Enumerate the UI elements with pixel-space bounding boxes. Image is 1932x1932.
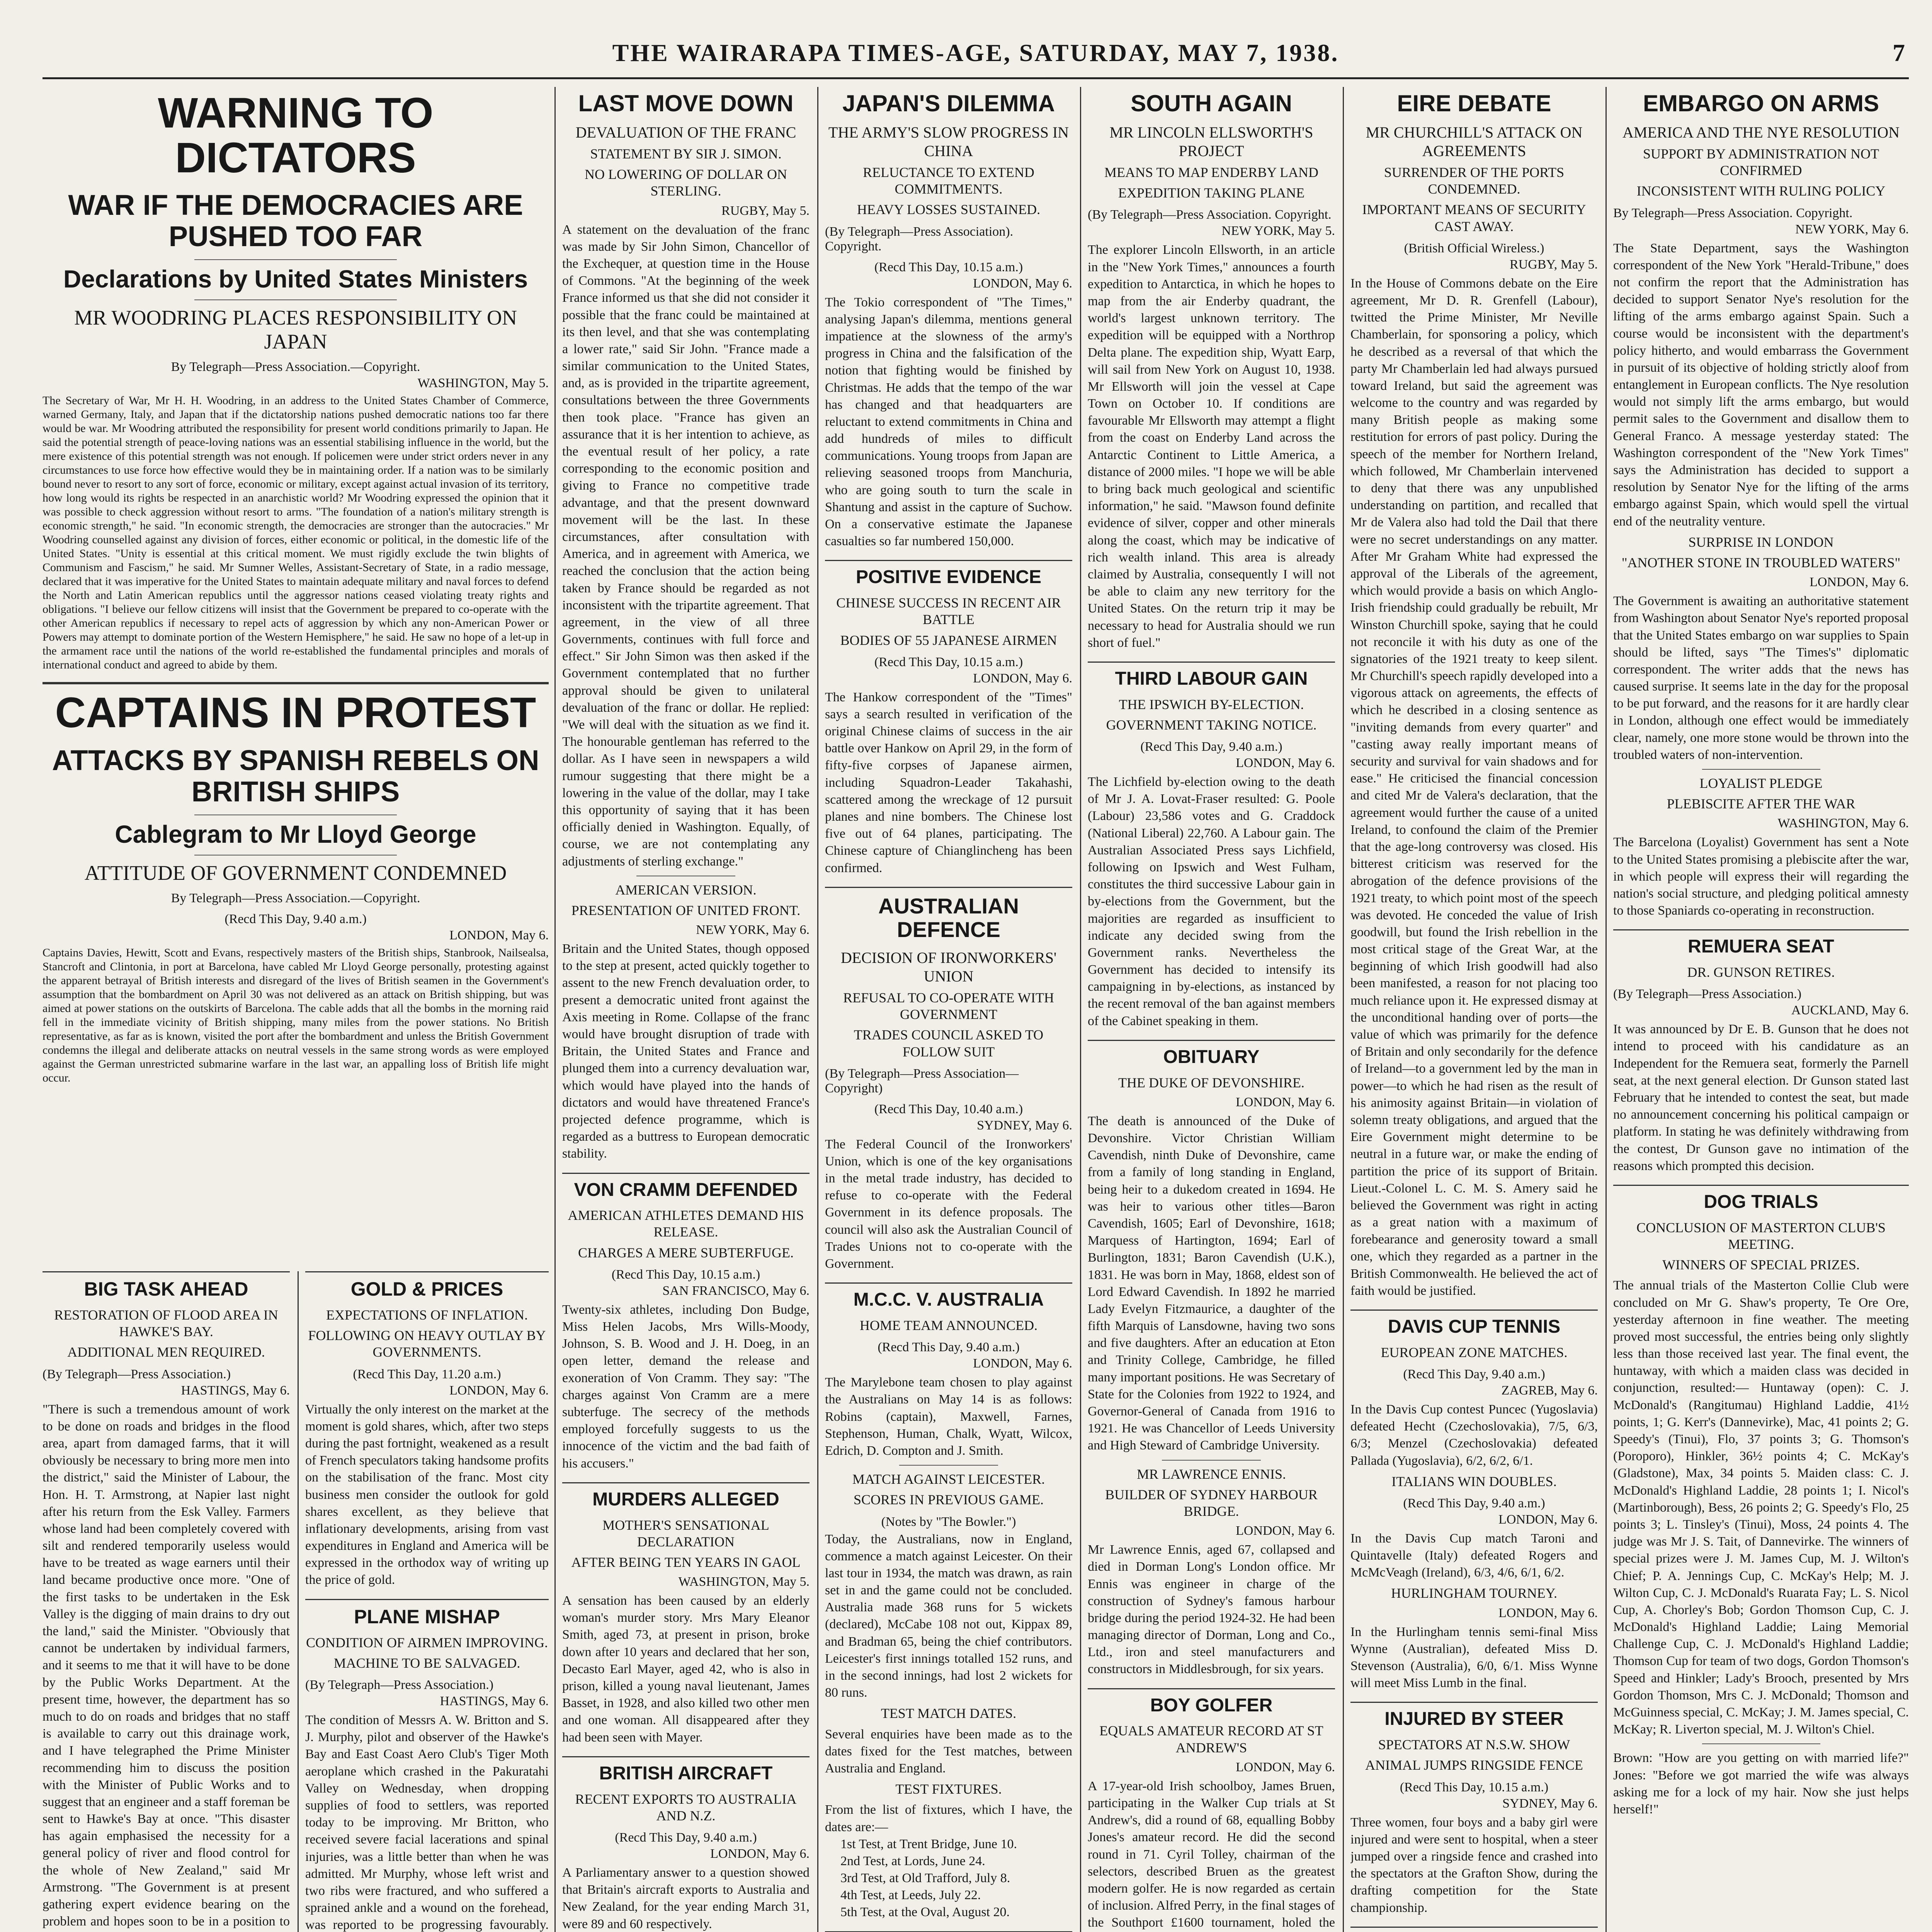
dateline: LONDON, May 6. [973,671,1072,685]
subhead: TRADES COUNCIL ASKED TO FOLLOW SUIT [854,1027,1044,1060]
byline: (By Telegraph—Press Association.) [43,1367,231,1381]
subhead: HOME TEAM ANNOUNCED. [859,1318,1038,1333]
column-5 [1088,87,1335,1932]
divider [1702,769,1820,770]
headline: MURDERS ALLEGED [592,1489,779,1510]
column-rule [817,87,818,1932]
byline: (By Telegraph—Press Association—Copyright) [825,1066,1019,1095]
received-note: (Recd This Day, 9.40 a.m.) [878,1340,1020,1355]
headline: EMBARGO ON ARMS [1643,90,1879,116]
subhead: MR LAWRENCE ENNIS. [1136,1466,1286,1482]
column-rule [554,87,556,1932]
dateline: LONDON, May 6. [1498,1605,1598,1620]
divider [194,299,397,300]
subhead: SCORES IN PREVIOUS GAME. [853,1492,1044,1508]
subhead: MOTHER'S SENSATIONAL DECLARATION [602,1517,769,1549]
subhead: SURPRISE IN LONDON [1688,534,1834,550]
divider [194,259,397,260]
subhead: BUILDER OF SYDNEY HARBOUR BRIDGE. [1105,1486,1318,1519]
article-body: Mr Lawrence Ennis, aged 67, collapsed and died in Dorman Long's London office. Mr Ennis was engineer in charge of the construction of Sydney's famous harbour bridge during the period 1924-32. He had been managing director of Dorman, Long and Co., Ltd., iron and steel manufacturers and constructors in Middlesbrough, for six years. [1088,1543,1335,1677]
headline: LAST MOVE DOWN [578,90,794,116]
dateline: LONDON, May 6. [1236,1760,1335,1774]
divider [1613,1185,1909,1186]
divider [305,1271,549,1272]
list-item: 5th Test, at the Oval, August 20. [840,1905,1010,1920]
article-body: A statement on the devaluation of the franc was made by Sir John Simon, Chancellor of the Exchequer, at question time in the House of Commons. "At the beginning of the week France informed us that she did not consider it possible that the franc could be maintained at its then level, and that she was contemplating a lower rate," said Sir John. "France made a similar communication to the United States, and, as is provided in the tripartite agreement, consultations between the three Governments then took place. "France has given an assurance that it is her intention to achieve, as the eventual result of her policy, a rate corresponding to the economic position and giving to France no competitive trade advantage, and that the present downward movement will be the last. In these circumstances, after consultation with America, and in agreement with America, we reached the conclusion that the action being taken by France should be regarded as not inconsistent with the tripartite agreement. That agreement, in the view of all three Governments, continues with full force and effect." Sir John Simon was then asked if the Government contemplated that no further approval should be given to unilateral devaluation of the franc or dollar. He replied: "We will deal with the situation as we find it. The honourable gentleman has referred to the dollar. As I have seen in newspapers a wild rumour suggesting that there might be a lowering in the value of the dollar, may I take this opportunity of saying that it has been officially denied in Washington. Equally, of course, we are not contemplating any adjustments of sterling exchange." [562,222,810,869]
received-note: (Recd This Day, 9.40 a.m.) [224,912,367,927]
article-body: A Parliamentary answer to a question showed that Britain's aircraft exports to Australia and New Zealand, for the year ending March 31, were 89 and 60 respectively. [562,1865,810,1931]
byline: (By Telegraph—Press Association.) [1613,987,1802,1002]
headline: VON CRAMM DEFENDED [574,1179,798,1200]
dateline: NEW YORK, May 6. [696,923,810,937]
headline: EIRE DEBATE [1397,90,1551,116]
article-body: Britain and the United States, though opposed to the step at present, acted quickly together to assent to the new French devaluation order, to present a democratic united front against the Axis meeting in Rome. Collapse of the franc would have brought disruption of trade with Britain, the United States and France and plunged them into a currency devaluation war, which would have played into the hands of dictators and would have threatened France's projected defence programme, which is regarded as a buttress to European democratic stability. [562,942,810,1161]
column-7 [1613,87,1909,1932]
subhead: THE IPSWICH BY-ELECTION. [1119,696,1304,712]
subhead: Cablegram to Mr Lloyd George [115,820,476,848]
subhead: MR WOODRING PLACES RESPONSIBILITY ON JAPAN [74,306,517,354]
subhead: ANIMAL JUMPS RINGSIDE FENCE [1365,1757,1583,1773]
subhead: THE DUKE OF DEVONSHIRE. [1118,1075,1304,1090]
subhead: PLEBISCITE AFTER THE WAR [1667,796,1855,812]
headline: GOLD & PRICES [350,1278,503,1300]
byline: (British Official Wireless.) [1404,241,1544,255]
masthead-rule [43,77,1909,79]
dateline: WASHINGTON, May 5. [417,376,549,391]
article-body: In the Davis Cup contest Puncec (Yugoslavia) defeated Hecht (Czechoslovakia), 7/5, 6/3, 6/3; Menzel (Czechoslovakia) defeated Pallada (Yugoslavia), 6/2, 6/2, 6/1. [1350,1402,1598,1468]
article-body: The Secretary of War, Mr H. H. Woodring, in an address to the United States Chamber of Commerce, warned Germany, Italy, and Japan that if the dictatorship nations pushed democratic nations too far there would be war. Mr Woodring attributed the responsibility for present world conditions primarily to Japan. He said the potential strength of peace-loving nations was an essential stabilising influence in the world, but the mere existence of this potential strength was not enough. If policemen were under strict orders never in any circumstances to use force how effective would they be in maintaining order. If a nation was to be similarly bound never to resort to any sort of force, economic or military, except against actual invasion of its territory, how long would its rights be respected in an anarchistic world? Mr Woodring expressed the opinion that it was possible to check aggression without resort to arms. "The foundation of a nation's military strength is economic strength," he said. "In economic strength, the democracies are stronger than the autocracies." Mr Woodring counselled against any division of forces, either economic or political, in the domestic life of the United States. "Unity is essential at this critical moment. We must rigidly exclude the twin blights of Communism and Fascism," he said. Mr Sumner Welles, Assistant-Secretary of State, in a radio message, declared that it was imperative for the United States to maintain adequate military and naval forces to defend the North and Latin American republics until the aggressor nations ceased violating treaty rights and obligations. "I believe our fellow citizens will insist that the Government be prepared to co-operate with the other American republics if necessary to repel acts of aggression by which any non-American Power or Powers may attempt to dominate portion of the Western Hemisphere," he said. He saw no hope of a let-up in the armament race until the nations of the world re-established the fundamental principles and morals of international conduct and agreed to abide by them. [43,394,549,672]
article-warning [43,91,549,672]
dateline: SYDNEY, May 6. [1502,1796,1598,1811]
article-body: The explorer Lincoln Ellsworth, in an article in the "New York Times," announces a fourth expedition to Antarctica, in which he hopes to map from the air Enderby quadrant, the world's largest unknown territory. The expedition will be equipped with a Northrop Delta plane. The expedition ship, Wyatt Earp, will sail from New York on August 10, 1938. Mr Ellsworth will join the vessel at Cape Town on October 10. If conditions are favourable Mr Ellsworth may attempt a flight from the coast on Enderby Land across the Antarctic Continent to Little America, a distance of 2000 miles. "I hope we will be able to bring back much geological and scientific information," he said. "Mawson found definite evidence of silver, copper and other minerals along the coast, which may be indicative of rich wealth inland. This area is already claimed by Australia, consequently I will not be able to claim any new territory for the United States. On the return trip it may be necessary to head for Australia should we run short of fuel." [1088,243,1335,650]
article-body: "There is such a tremendous amount of work to be done on roads and bridges in the flood area, apart from damaged farms, that it will obviously be necessary to bring more men into the district," said the Minister of Labour, the Hon. H. T. Armstrong, at Napier last night after his return from the Esk Valley. Farmers whose land had been completely covered with silt and rendered temporarily useless would have to be treated as wage earners until their land became productive once more. "One of the first tasks to be undertaken in the Esk Valley is the digging of main drains to dry out the land," said the Minister. "Obviously that cannot be undertaken by individual farmers, and it seems to me that it will have to be done by the Public Works Department. At the present time, however, the department has so much to do on roads and bridges that no staff is available to carry out this drainage work, and I have telegraphed the Prime Minister recommending him to discuss the position with the Minister of Public Works and to suggest that an engineer and a staff foreman be sent to Hawke's Bay at once. "This disaster has again emphasised the necessity for a general policy of river and flood control for the whole of New Zealand," said Mr Armstrong. "The Government is at present gathering expert evidence bearing on the problem and hopes soon to be in a position to [43,1402,290,1929]
subhead: FOLLOWING ON HEAVY OUTLAY BY GOVERNMENTS. [308,1328,546,1360]
subhead: TEST MATCH DATES. [881,1706,1017,1721]
received-note: (Recd This Day, 9.40 a.m.) [1140,740,1282,754]
article-body: Twenty-six athletes, including Don Budge, Miss Helen Jacobs, Mrs Wills-Moody, Johnson, S. B. Wood and J. H. Doeg, in an open letter, demand the release and exoneration of Von Cramm. They say: "The charges against Von Cramm are a mere subterfuge. The secrecy of the methods employed forcefully suggests to us the innocence of the victim and the bad faith of his accusers." [562,1302,810,1471]
divider [562,1173,810,1174]
divider [562,1482,810,1483]
article-body: A 17-year-old Irish schoolboy, James Bruen, participating in the Walker Cup trials at St Andrew's, did a round of 68, equalling Bobby Jones's amateur record. He did the second round in 71. Cyril Tolley, chairman of the selectors, described Bruen as the greatest modern golfer. He is now regarded as certain of inclusion. Alfred Perry, in the final stages of the Southport £1600 tournament, holed the [1088,1779,1335,1930]
received-note: (Recd This Day, 10.15 a.m.) [874,655,1023,669]
list-item: 3rd Test, at Old Trafford, July 8. [840,1871,1010,1886]
headline: THIRD LABOUR GAIN [1115,668,1308,689]
dateline: LONDON, May 6. [1236,1095,1335,1109]
divider [1350,1927,1598,1928]
dateline: WASHINGTON, May 5. [678,1575,810,1589]
masthead-title: THE WAIRARAPA TIMES-AGE, SATURDAY, MAY 7, 1938. [612,39,1339,66]
article-captains [43,690,549,1085]
article-body: Captains Davies, Hewitt, Scott and Evans, respectively masters of the British ships, Stanbrook, Nailsealsa, Stancroft and Clintonia, in port at Barcelona, have cabled Mr Lloyd George personally, protesting against the apparent betrayal of British interests and disregard of the lives of British seamen in the Government's assumption that the bombardment on April 30 was not delivered as an attack on British shipping, but was aimed at power stations on the outskirts of Barcelona. The cable adds that all the bombs in the morning raid fell in the immediate vicinity of British shipping, many miles from the power stations. No British representative, as far as is known, visited the port after the bombardment and unless the British Government condemns the illegal and deliberate attacks on neutral vessels in the same strong words as were employed against the German unrestricted submarine warfare in the last war, an appalling loss of British life might occur. [43,946,549,1085]
subhead: "ANOTHER STONE IN TROUBLED WATERS" [1621,554,1901,570]
dateline: HASTINGS, May 6. [440,1694,549,1708]
column-rule [298,1271,299,1932]
dateline: LONDON, May 6. [1236,756,1335,770]
dateline: LONDON, May 6. [710,1846,810,1861]
dateline: LONDON, May 6. [1810,575,1909,590]
divider [305,1599,549,1600]
filler-joke: Brown: "How are you getting on with married life?" Jones: "Before we got married the wife was always asking me for a lock of my hair. Now she just helps herself!" [1613,1751,1909,1816]
dateline: LONDON, May 6. [1236,1524,1335,1538]
article-body: The Government is awaiting an authoritative statement from Washington about Senator Nye's reported proposal that the United States embargo on war supplies to Spain should be lifted, says "The Times's" diplomatic correspondent. The writer adds that the news has caused surprise. It seems late in the day for the proposal to be put forward, and the reasons for it are hardly clear in London, although one effect would be immediately clear, namely, one more stone would be thrown into the troubled waters of non-intervention. [1613,594,1909,762]
column-3 [562,87,810,1932]
dateline: ZAGREB, May 6. [1501,1383,1598,1398]
subhead: BODIES OF 55 JAPANESE AIRMEN [840,632,1057,648]
subhead: AMERICA AND THE NYE RESOLUTION [1622,124,1900,141]
subhead: ITALIANS WIN DOUBLES. [1391,1473,1557,1489]
headline: PLANE MISHAP [354,1605,500,1628]
subhead: SURRENDER OF THE PORTS CONDEMNED. [1384,165,1565,197]
subhead: AFTER BEING TEN YEARS IN GAOL [571,1554,801,1570]
subhead: MR LINCOLN ELLSWORTH'S PROJECT [1109,124,1313,160]
subhead: TEST FIXTURES. [895,1781,1002,1797]
subhead: GOVERNMENT TAKING NOTICE. [1106,717,1317,733]
headline: INJURED BY STEER [1384,1709,1564,1730]
received-note: (Recd This Day, 9.40 a.m.) [1403,1367,1545,1381]
subhead: AMERICAN ATHLETES DEMAND HIS RELEASE. [568,1208,804,1240]
article-body: A sensation has been caused by an elderly woman's murder story. Mrs Mary Eleanor Smith, aged 73, at present in prison, broke down after 10 years and declared that her son, Decasto Earl Mayer, aged 42, who is also in prison, killed a young naval lieutenant, James Basset, in 1928, and also killed two other men and one woman. All disappeared after they had been seen with Mayer. [562,1594,810,1745]
dateline: LONDON, May 6. [449,928,549,943]
subhead: REFUSAL TO CO-OPERATE WITH GOVERNMENT [843,990,1054,1022]
byline: (By Telegraph—Press Association. Copyright. [1088,207,1332,222]
subhead: MATCH AGAINST LEICESTER. [852,1471,1045,1487]
divider [43,682,549,684]
divider [1088,1040,1335,1041]
divider [1702,1743,1820,1744]
dateline: AUCKLAND, May 6. [1791,1003,1909,1018]
headline: JAPAN'S DILEMMA [842,90,1055,116]
headline: BOY GOLFER [1150,1695,1273,1716]
subhead: MR CHURCHILL'S ATTACK ON AGREEMENTS [1366,124,1583,160]
headline: M.C.C. V. AUSTRALIA [853,1289,1044,1310]
divider [43,1271,290,1272]
dateline: HASTINGS, May 6. [181,1383,290,1398]
article-body: The State Department, says the Washington correspondent of the New York "Herald-Tribune," does not confirm the report that the Administration has decided to support Senator Nye's resolution for the lifting of the arms embargo against Spain. Such a course would be inconsistent with the department's policy hitherto, and would embarrass the Government in pursuit of its objective of holding strictly aloof from entanglement in European conflicts. The Nye resolution would not simply lift the arms embargo, but would permit sales to the Government and disallow them to General Franco. A message yesterday stated: The Washington correspondent of the "New York Times" says the Administration has decided to support a resolution by Senator Nye for the lifting of the arms embargo against Spain, which would spell the virtual end of the neutrality venture. [1613,241,1909,529]
fixture-list [825,1836,1072,1921]
received-note: (Recd This Day, 10.15 a.m.) [611,1267,760,1282]
article-body: Today, the Australians, now in England, commence a match against Leicester. On their last tour in 1934, the match was drawn, as rain set in and the game could not be concluded. Australia made 368 runs for 5 wickets (declared), McCabe 108 not out, Kippax 89, and Bradman 65, being the chief contributors. Leicester's first innings totalled 152 runs, and in the second innings, had lost 2 wickets for 80 runs. [825,1532,1072,1700]
subhead: HEAVY LOSSES SUSTAINED. [857,202,1041,218]
subhead: INCONSISTENT WITH RULING POLICY [1636,183,1886,199]
subhead: DECISION OF IRONWORKERS' UNION [840,949,1057,985]
subhead: RELUCTANCE TO EXTEND COMMITMENTS. [863,165,1034,197]
subhead: EUROPEAN ZONE MATCHES. [1381,1344,1568,1360]
byline: (By Telegraph—Press Association.) [305,1678,494,1692]
byline: (By Telegraph—Press Association). Copyright. [825,224,1014,253]
article-body: It was announced by Dr E. B. Gunson that he does not intend to proceed with his candidature as an Independent for the Remuera seat, formerly the Parnell seat, at the next general election. Dr Gunson stated last February that he intended to contest the seat, but made no announcement concerning his political campaign or platform. In stating he was definitely withdrawing from the contest, Dr Gunson gave no intimation of the reasons which prompted this decision. [1613,1022,1909,1173]
subhead: EQUALS AMATEUR RECORD AT ST ANDREW'S [1099,1723,1323,1755]
dateline: NEW YORK, May 6. [1795,222,1909,236]
subhead: THE ARMY'S SLOW PROGRESS IN CHINA [828,124,1069,160]
article-body: The annual trials of the Masterton Collie Club were concluded on Mr G. Shaw's property, Te Ore Ore, yesterday afternoon in fine weather. The meeting proved most successful, the entries being only slightly less than those received last year. The final event, the huntaway, with which a maiden class was decided in conjunction, resulted:— Huntaway (open): C. J. McDonald's (Rangitumau) Highland Laddie, 41½ points, 1; G. Kerr's (Dannevirke), Mac, 41 points 2; G. Speedy's (Tinui), Flo, 37 points 3; G. Thomson's (Poroporo), Hinkler, 36½ points 4; C. McKay's (Gladstone), Max, 34 points 5. Maiden class: C. J. McDonald's Highland Laddie, 28 points 1; I. Nicol's (Martinborough), Bess, 26 points 2; G. Speedy's Flo, 25 points 3; L. Tinsley's (Tinui), Moss, 24 points 4. The judge was Mr J. S. Tait, of Dannevirke. The winners of special prizes were J. M. James Cup, M. J. Wilton's Chief; P. A. Jennings Cup, C. McKay's Help; M. J. Wilton Cup, C. J. McDonald's Ruarata Fay; L. S. Nicol Cup, A. Chorley's Bob; Gordon Thomson Cup, C. J. McDonald's Highland Laddie; Laing Memorial Challenge Cup, C. J. McDonald's Highland Laddie; Thomson Cup for team of two dogs, Gordon Thomson's Speed and Hinkler; Lady's Brooch, presented by Mrs Gordon Thomson, Mrs C. J. McDonald; Thomson and McGuinness special, C. McKay; J. M. James special, C. McKay; R. Liverton special, M. J. Wilton's Chiel. [1613,1278,1909,1737]
article-body: Three women, four boys and a baby girl were injured and were sent to hospital, when a steer jumped over a ringside fence and crashed into the spectators at the Grafton Show, during the drafting competition for the State championship. [1350,1815,1598,1915]
divider [825,1282,1072,1284]
headline: DOG TRIALS [1704,1191,1818,1212]
subhead: CONDITION OF AIRMEN IMPROVING. [306,1634,548,1650]
dateline: RUGBY, May 5. [721,203,810,218]
received-note: (Recd This Day, 10.15 a.m.) [874,260,1023,274]
subhead: DR. GUNSON RETIRES. [1687,964,1835,980]
dateline: WASHINGTON, May 6. [1777,816,1909,831]
column-6 [1350,87,1598,1932]
subhead: NO LOWERING OF DOLLAR ON STERLING. [585,167,787,199]
article-body: The Tokio correspondent of "The Times," analysing Japan's dilemma, mentions general impatience at the slowness of the army's progress in China and the falsification of the notion that fighting would be finished by Christmas. He adds that the tempo of the war has changed and that headquarters are reluctant to extend commitments in China and add hundreds of miles to difficult communications. Young troops from Japan are relieving seasoned troops from Manchuria, who are going south to turn the scale in Shantung and assist in the capture of Suchow. On a conservative estimate the Japanese casualties so far numbered 150,000. [825,295,1072,549]
dateline: SAN FRANCISCO, May 6. [662,1283,810,1298]
divider [1350,1702,1598,1703]
divider [1613,929,1909,930]
column-rule [1343,87,1344,1932]
subhead: ATTACKS BY SPANISH REBELS ON BRITISH SHIPS [52,744,539,808]
subhead: WINNERS OF SPECIAL PRIZES. [1662,1257,1860,1273]
divider [1088,1688,1335,1689]
page-number: 7 [1893,39,1905,66]
headline: CAPTAINS IN PROTEST [55,689,536,737]
article-body: The Lichfield by-election owing to the death of Mr J. A. Lovat-Fraser resulted: G. Poole (Labour) 23,586 votes and G. Craddock (National Liberal) 22,760. A Labour gain. The Australian Associated Press says Lichfield, following on Ipswich and West Fulham, constitutes the third successive Labour gain in by-elections from the Government, but the majorities are regarded as insufficient to indicate any decided swing from the Government ranks. Nevertheless the Government has decided to intensify its campaigning in by-elections, as instanced by the recent removal of the ban against members of the Cabinet speaking in them. [1088,775,1335,1028]
divider [825,887,1072,888]
dateline: LONDON, May 6. [1498,1512,1598,1527]
headline: SOUTH AGAIN [1131,90,1292,116]
byline: By Telegraph—Press Association.—Copyright. [171,891,420,906]
subhead: IMPORTANT MEANS OF SECURITY CAST AWAY. [1362,202,1586,234]
subhead: PRESENTATION OF UNITED FRONT. [571,902,801,918]
subhead: EXPECTATIONS OF INFLATION. [326,1307,528,1323]
headline: REMUERA SEAT [1688,936,1834,957]
article-body: The Hankow correspondent of the "Times" says a search resulted in verification of the original Chinese claims of success in the air battle over Hankow on April 29, in the form of fifty-five corpses of Japanese airmen, including Squadron-Leader Takahashi, scattered among the wreckage of 12 pursuit planes and nine bombers. The Chinese lost five out of 64 planes, participating. The Chinese capture of Chianglincheng has been confirmed. [825,690,1072,875]
article-body: In the Hurlingham tennis semi-final Miss Wynne (Australian), defeated Miss D. Stevenson (Australia), 6/0, 6/1. Miss Wynne will meet Miss Lumb in the final. [1350,1624,1598,1690]
subhead: CONCLUSION OF MASTERTON CLUB'S MEETING. [1636,1219,1886,1252]
article-body: In the Davis Cup match Taroni and Quintavelle (Italy) defeated Rogers and McMcVeagh (Ireland), 6/3, 4/6, 6/1, 6/2. [1350,1531,1598,1580]
divider [825,560,1072,561]
article-body: Several enquiries have been made as to the dates fixed for the Test matches, between Australia and England. [825,1727,1072,1776]
dateline: SYDNEY, May 6. [977,1118,1072,1133]
received-note: (Recd This Day, 11.20 a.m.) [353,1367,501,1381]
article-body: In the House of Commons debate on the Eire agreement, Mr D. R. Grenfell (Labour), twitted the Prime Minister, Mr Neville Chamberlain, for sponsoring a policy, which he described as a reversal of that which the party Mr Chamberlain led had always pursued toward Ireland, but said the agreement was welcome to the country and was regarded by many British people as making some restitution for errors of past policy. During the speech of the member for Northern Ireland, which followed, Mr Chamberlain intervened to deny that there was any unpublished understanding on partition, and recalled that Mr de Valera also had told the Dail that there were no secret understandings on any matter. After Mr Graham White had expressed the approval of the Liberals of the agreement, which would provide a basis on which Anglo-Irish friendship could gradually be rebuilt, Mr Winston Churchill spoke, saying that he could not reconcile it with his duty as one of the signatories of the 1921 treaty to keep silent. Mr Churchill's speech rapidly developed into a vigorous attack on agreements, the effects of which he described in a closing sentence as "inviting demands from every quarter" and "casting away really important means of security and survival for vain shadows and for ease." He criticised the financial concession and cited Mr de Valera's declaration, that the agreement would further the cause of a united Ireland, to confound the claim of the Premier that the age-long controversy was closed. His bitterest criticism was reserved for the abrogation of the defence provisions of the 1921 treaty, to which point most of the speech was devoted. He conceded the value of Irish goodwill, but found the Irish rebellion in the most critical stage of the Great War, at the beginning of which Irish goodwill had also been manifested, a reason for not placing too much reliance upon it. He expressed dismay at the unconditional handing over of ports—the value of which was primarily for the defence of Britain and only secondarily for the defence of Ireland—to a government led by the man in power—to which he had risen as the result of his animosity against Britain—in violation of solemn treaty obligations, and argued that the Eire Government might determine to be neutral in a future war, or make the ending of partition the price of its support of Britain. Lieut.-Colonel L. C. M. S. Amery said he believed the Government was right in acting as a great nation with a maximum of forebearance and generosity toward a small one, which they regarded as a partner in the British Commonwealth. He believed the act of faith would be justified. [1350,276,1598,1298]
subhead: DEVALUATION OF THE FRANC [575,124,796,141]
subhead: LOYALIST PLEDGE [1699,776,1823,791]
article-body: The Barcelona (Loyalist) Government has sent a Note to the United States promising a plebiscite after the war, in which people will express their will regarding the nation's social structure, and pledging political amnesty to those Spaniards co-operating in reconstruction. [1613,835,1909,918]
subhead: Declarations by United States Ministers [63,265,528,293]
subhead: HURLINGHAM TOURNEY. [1391,1585,1558,1601]
subhead: SPECTATORS AT N.S.W. SHOW [1378,1737,1570,1753]
column-rule [1080,87,1081,1932]
article-body: From the list of fixtures, which I have, the dates are:— [825,1803,1072,1834]
headline: BRITISH AIRCRAFT [599,1763,773,1784]
list-item: 1st Test, at Trent Bridge, June 10. [840,1837,1017,1851]
subhead: STATEMENT BY SIR J. SIMON. [590,146,782,162]
subhead: CHINESE SUCCESS IN RECENT AIR BATTLE [836,595,1061,628]
received-note: (Recd This Day, 10.15 a.m.) [1400,1780,1549,1794]
headline: BIG TASK AHEAD [84,1278,248,1300]
list-item: 4th Test, at Leeds, July 22. [840,1888,981,1903]
column-2-bottom [305,1271,549,1932]
column-1-bottom [43,1271,290,1932]
subhead: RECENT EXPORTS TO AUSTRALIA AND N.Z. [575,1791,797,1823]
article-body: The condition of Messrs A. W. Britton and S. J. Murphy, pilot and observer of the Hawke's Bay and East Coast Aero Club's Tiger Moth aeroplane which crashed in the Pakuratahi Valley on Wednesday, when dropping supplies of food to settlers, was reported today to be improving. Mr Britton, who received severe facial lacerations and spinal injuries, was a little better than when he was admitted. Mr Murphy, whose left wrist and two ribs were fractured, and who suffered a sprained ankle and a wound on the forehead, was reported to be progressing favourably. [305,1713,549,1932]
received-note: (Recd This Day, 9.40 a.m.) [1403,1496,1545,1510]
divider [1088,662,1335,663]
divider [899,1465,998,1466]
subhead: EXPEDITION TAKING PLANE [1118,185,1305,201]
dateline: LONDON, May 6. [973,1356,1072,1371]
subhead: MEANS TO MAP ENDERBY LAND [1104,165,1319,180]
subhead: ADDITIONAL MEN REQUIRED. [67,1344,265,1360]
masthead [43,39,1909,70]
dateline: RUGBY, May 5. [1510,257,1598,272]
article-body: The death is announced of the Duke of Devonshire. Victor Christian William Cavendish, ninth Duke of Devonshire, came from a family of long standing in England, being heir to a dukedom created in 1694. He was heir to various other titles—Baron Cavendish, 1605; Earl of Devonshire, 1618; Marquess of Hartington, 1694; Earl of Burlington, 1831; Baron Cavendish (U.K.), 1831. He was born in May, 1868, eldest son of Lord Edward Cavendish. In 1892 he married Lady Evelyn Fitzmaurice, a daughter of the fifth Marquis of Lansdowne, having two sons and five daughters. After an education at Eton and Trinity College, Cambridge, he filled many important positions. He was Secretary of State for the Colonies from 1922 to 1924, and Governor-General of Canada from 1916 to 1921. He was Chancellor of Leeds University and High Steward of Cambridge University. [1088,1114,1335,1453]
byline: (Notes by "The Bowler.") [881,1514,1016,1529]
dateline: LONDON, May 6. [449,1383,549,1398]
subhead: RESTORATION OF FLOOD AREA IN HAWKE'S BAY. [54,1307,278,1340]
article-body: Virtually the only interest on the market at the moment is gold shares, which, after two steps during the past fortnight, weakened as a result of French speculators taking handsome profits on the stabilisation of the franc. Most city business men consider the outlook for gold shares excellent, as they believe that inflationary developments, arising from vast expenditures in England and America will be expressed in the orthodox way of writing up the price of gold. [305,1402,549,1587]
headline: POSITIVE EVIDENCE [855,567,1042,588]
headline: OBITUARY [1163,1046,1260,1067]
divider [562,1756,810,1757]
subhead: ATTITUDE OF GOVERNMENT CONDEMNED [84,861,507,885]
article-body: The Marylebone team chosen to play against the Australians on May 14 is as follows: Robins (captain), Maxwell, Farnes, Stephenson, Human, Chalk, Wyatt, Wilcox, Edrich, D. Compton and J. Smith. [825,1375,1072,1458]
column-4 [825,87,1072,1932]
subhead: CHARGES A MERE SUBTERFUGE. [578,1245,794,1260]
headline: AUSTRALIAN DEFENCE [878,893,1019,942]
headline: DAVIS CUP TENNIS [1388,1316,1561,1337]
byline: By Telegraph—Press Association. Copyright. [1613,206,1853,220]
byline: By Telegraph—Press Association.—Copyright. [171,360,420,374]
list-item: 2nd Test, at Lords, June 24. [840,1854,985,1868]
divider [1350,1310,1598,1311]
received-note: (Recd This Day, 10.40 a.m.) [874,1102,1023,1116]
dateline: NEW YORK, May 5. [1221,224,1335,238]
subhead: SUPPORT BY ADMINISTRATION NOT CONFIRMED [1643,146,1879,179]
headline: WARNING TO DICTATORS [158,89,434,182]
subhead: WAR IF THE DEMOCRACIES ARE PUSHED TOO FAR [68,189,523,253]
dateline: LONDON, May 6. [973,276,1072,291]
subhead: AMERICAN VERSION. [615,882,757,898]
received-note: (Recd This Day, 9.40 a.m.) [615,1830,757,1845]
column-rule [1605,87,1607,1932]
divider [1162,1460,1261,1461]
subhead: MACHINE TO BE SALVAGED. [333,1655,520,1671]
article-body: The Federal Council of the Ironworkers' Union, which is one of the key organisations in the metal trade industry, has decided to refuse to co-operate with the Federal Government in its defence proposals. The council will also ask the Australian Council of Trades Unions not to co-operate with the Government. [825,1137,1072,1271]
